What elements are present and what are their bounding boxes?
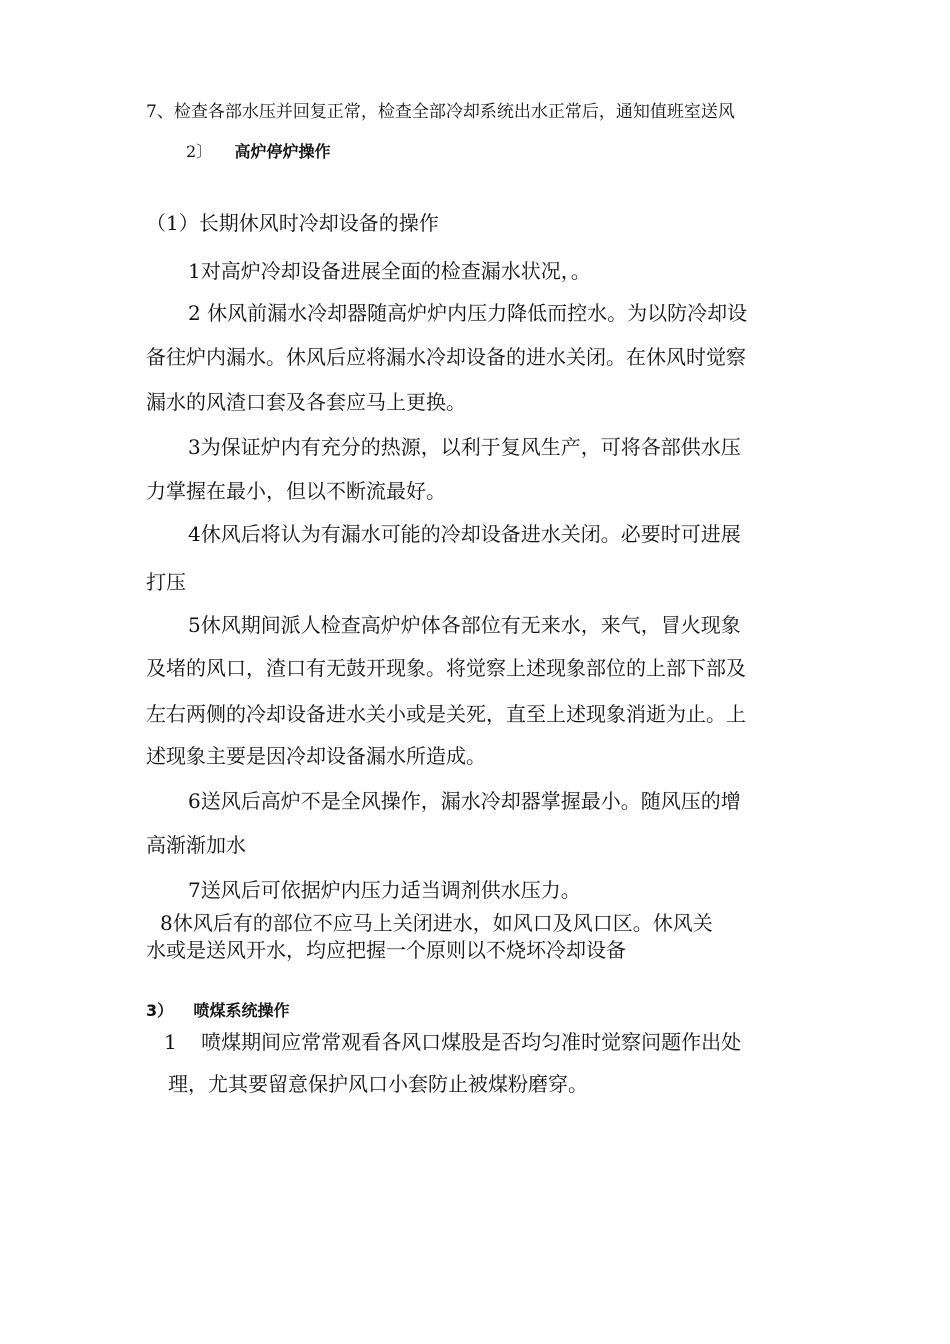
paragraph-line: 述现象主要是因冷却设备漏水所造成。 xyxy=(146,744,486,768)
item-number: 1 xyxy=(164,1030,177,1054)
paragraph-line: 8休风后有的部位不应马上关闭进水，如风口及风口区。休风关 xyxy=(160,911,713,935)
item-text: 喷煤期间应常常观看各风口煤股是否均匀准时觉察问题作出处 xyxy=(201,1030,742,1054)
section-number: 3） xyxy=(146,1001,174,1020)
paragraph-line: 水或是送风开水，均应把握一个原则以不烧坏冷却设备 xyxy=(146,938,626,962)
paragraph-line: 2 休风前漏水冷却器随高炉炉内压力降低而控水。为以防冷却设 xyxy=(188,301,748,325)
paragraph-line: 漏水的风渣口套及各套应马上更换。 xyxy=(146,390,466,414)
subsection-heading-long-shutdown: （1）长期休风时冷却设备的操作 xyxy=(146,211,439,235)
section-heading-coal-injection xyxy=(146,996,290,1024)
paragraph-line: 打压 xyxy=(146,570,186,594)
paragraph-line: 理，尤其要留意保护风口小套防止被煤粉磨穿。 xyxy=(168,1072,588,1096)
paragraph-step-7: 7、检查各部水压并回复正常，检查全部冷却系统出水正常后，通知值班室送风 xyxy=(146,102,735,122)
paragraph-line: 7送风后可依据炉内压力适当调剂供水压力。 xyxy=(188,878,581,902)
paragraph-line: 4休风后将认为有漏水可能的冷却设备进水关闭。必要时可进展 xyxy=(188,522,741,546)
section-title: 高炉停炉操作 xyxy=(234,142,331,161)
paragraph-line: 5休风期间派人检查高炉炉体各部位有无来水，来气，冒火现象 xyxy=(188,613,741,637)
paragraph-line: 6送风后高炉不是全风操作，漏水冷却器掌握最小。随风压的增 xyxy=(188,789,741,813)
paragraph-line: 高渐渐加水 xyxy=(146,833,246,857)
paragraph-line: 1对高炉冷却设备进展全面的检查漏水状况，。 xyxy=(188,259,591,283)
paragraph-line: 左右两侧的冷却设备进水关小或是关死，直至上述现象消逝为止。上 xyxy=(146,702,746,726)
section-heading-furnace-shutdown xyxy=(186,137,331,165)
paragraph-line: 备往炉内漏水。休风后应将漏水冷却设备的进水关闭。在休风时觉察 xyxy=(146,345,746,369)
paragraph-line: 3为保证炉内有充分的热源，以利于复风生产，可将各部供水压 xyxy=(188,435,741,459)
section-title: 喷煤系统操作 xyxy=(193,1001,290,1020)
section-number: 2〕 xyxy=(186,142,213,161)
coal-item-line xyxy=(164,1029,741,1055)
paragraph-line: 及堵的风口，渣口有无鼓开现象。将觉察上述现象部位的上部下部及 xyxy=(146,656,746,680)
paragraph-line: 力掌握在最小，但以不断流最好。 xyxy=(146,479,446,503)
